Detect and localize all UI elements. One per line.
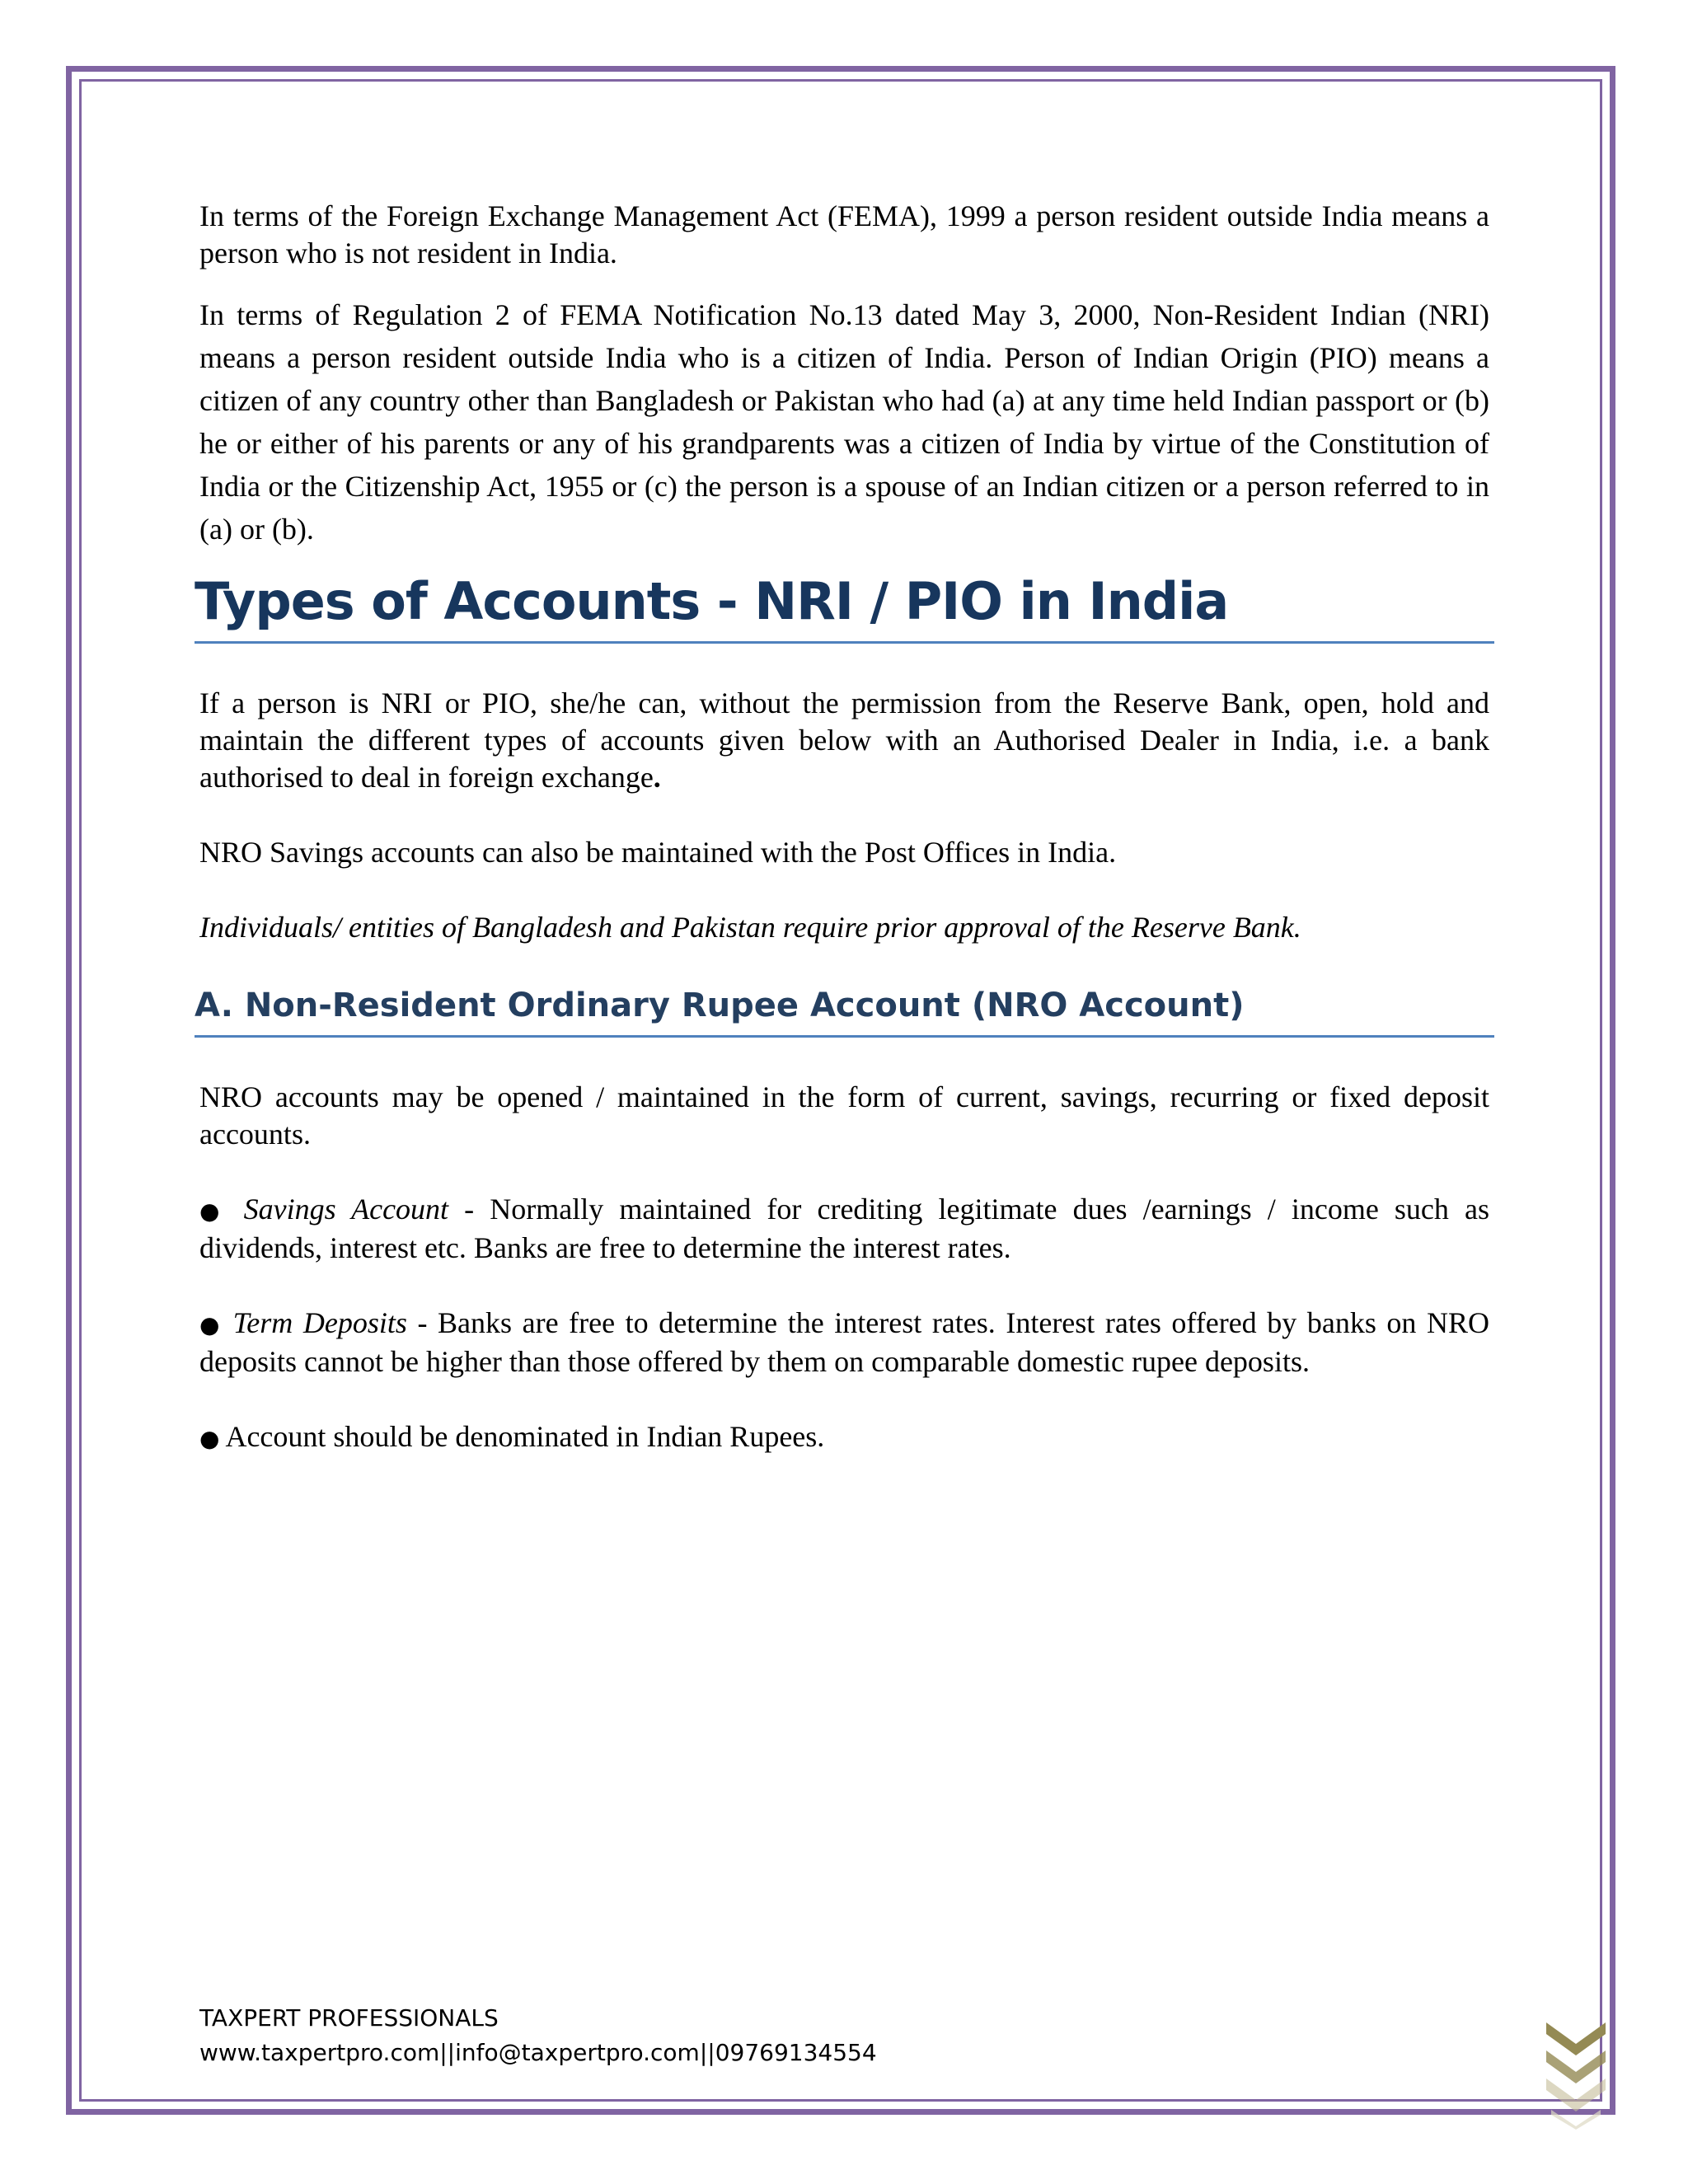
nro-bullet-savings [199,1191,1489,1267]
nro-bullet-term-text: - Banks are free to determine the interest rates. Interest rates offered by banks on NRO deposits cannot be higher than those offered by them on comparable domestic rupee deposits. [199,1306,1489,1378]
footer-contact: www.taxpertpro.com||info@taxpertpro.com||09769134554 [199,2039,877,2066]
nro-paragraph-1: NRO accounts may be opened / maintained in the form of current, savings, recurring or fixed deposit accounts. [199,1080,1489,1151]
types-paragraph-3 [199,909,1489,946]
double-chevron-down-icon [1546,2022,1606,2130]
bullet-icon: ● [199,1311,223,1338]
nro-bullet-term [199,1305,1489,1380]
types-paragraph-2: NRO Savings accounts can also be maintained with the Post Offices in India. [199,836,1117,869]
section-types-heading-block [195,569,1494,644]
section-types-heading: Types of Accounts - NRI / PIO in India [195,571,1229,631]
nro-bullet-term-title: Term Deposits [232,1306,407,1339]
section-nro-heading-block [195,982,1494,1038]
types-paragraph-1-end: . [653,761,661,794]
nro-bullet-currency [199,1418,1489,1457]
intro-paragraph-1: In terms of the Foreign Exchange Management Act (FEMA), 1999 a person resident outside India means a person who is not resident in India. [199,199,1489,269]
intro-paragraph-2: In terms of Regulation 2 of FEMA Notification No.13 dated May 3, 2000, Non-Resident Indian (NRI) means a person resident outside India who is a citizen of India. Person of Indian Origin (PIO) means a citizen of any country other than Bangladesh or Pakistan who had (a) at any time held Indian passport or (b) he or either of his parents or any of his grandparents was a citizen of India by virtue of the Constitution of India or the Citizenship Act, 1955 or (c) the person is a spouse of an Indian citizen or a person referred to in (a) or (b). [199,298,1489,546]
types-paragraph-3-text: Individuals/ entities of Bangladesh and Pakistan require prior approval of the Reserve Bank. [199,911,1301,944]
nro-bullet-savings-text: - Normally maintained for crediting legitimate dues /earnings / income such as dividends, interest etc. Banks are free to determine the interest rates. [199,1193,1490,1264]
page-footer [199,2001,877,2070]
types-paragraph-1-text: If a person is NRI or PIO, she/he can, without the permission from the Reserve Bank, open, hold and maintain the different types of accounts given below with an Authorised Dealer in India, i.e. a bank authorised to deal in foreign exchange [199,687,1489,794]
footer-company: TAXPERT PROFESSIONALS [199,2004,499,2032]
nro-bullet-savings-title: Savings Account [243,1193,449,1226]
types-paragraph-1 [199,685,1489,796]
section-nro-heading: A. Non-Resident Ordinary Rupee Account (NRO Account) [195,987,1245,1024]
bullet-icon: ● [199,1197,228,1225]
bullet-icon: ● [199,1425,220,1452]
page-content [195,198,1490,1457]
nro-bullet-currency-text: Account should be denominated in Indian Rupees. [219,1420,825,1453]
